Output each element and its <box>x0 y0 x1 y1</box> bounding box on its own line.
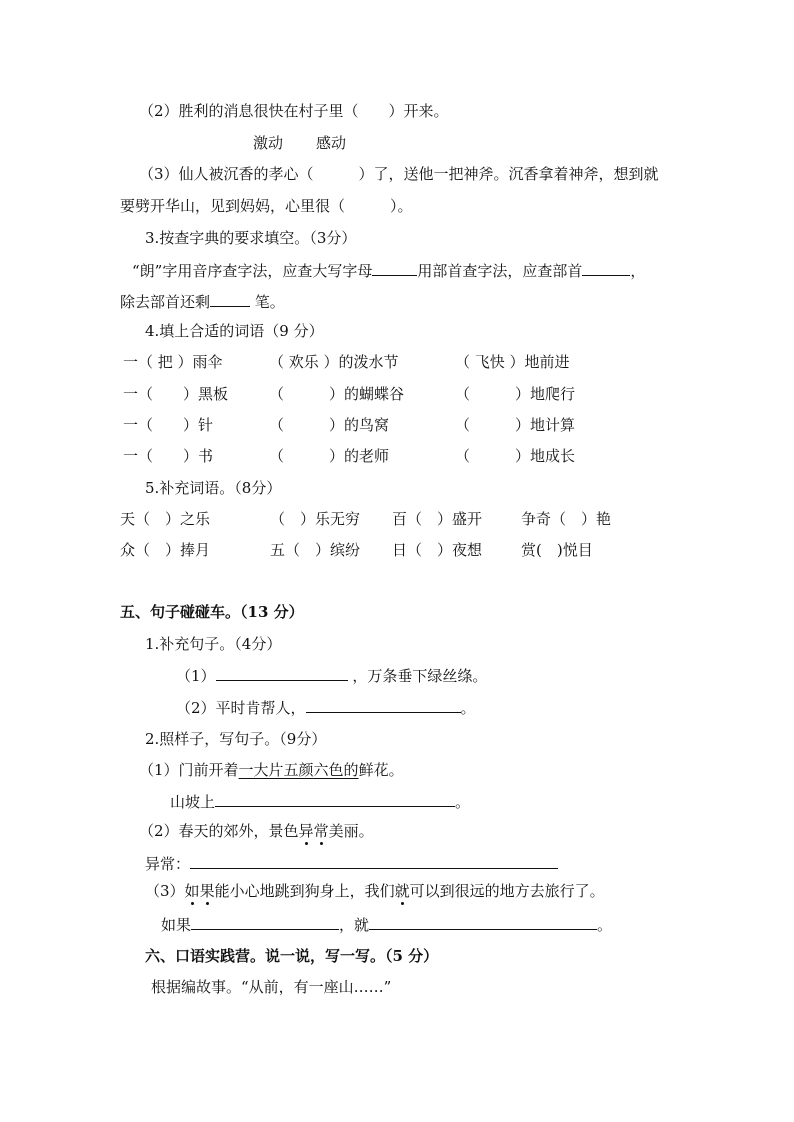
q5-r1-c4: 争奇（ ）艳 <box>521 510 612 528</box>
q3-line1 <box>132 260 645 281</box>
q4-c3-r3: （ ）地计算 <box>455 416 576 434</box>
s5-1-2 <box>176 697 476 718</box>
s5-2-1-d: 。 <box>455 793 471 811</box>
q2-3-line2: 要劈开华山，见到妈妈，心里很（ ）。 <box>120 197 413 215</box>
q3-line1-c: ， <box>630 262 646 280</box>
s5-2-3-blank1[interactable] <box>191 914 339 930</box>
q4-c2-r3: （ ）的鸟窝 <box>269 416 390 434</box>
s5-2-title: 2.照样子，写句子。（9分） <box>145 730 327 748</box>
q3-title: 3.按查字典的要求填空。（3分） <box>145 229 357 247</box>
q3-line1-a: “朗”字用音序查字法，应查大写字母 <box>132 262 373 280</box>
s5-2-3-g: 。 <box>597 916 613 934</box>
q3-blank-strokes[interactable] <box>210 291 250 307</box>
s5-2-1-underlined: 一大片五颜六色的 <box>238 761 359 779</box>
s5-2-1 <box>139 760 404 780</box>
q3-blank-radical[interactable] <box>582 260 630 276</box>
s5-1-2-a: （2）平时肯帮人， <box>176 699 306 717</box>
q4-c1-r1: 一（ 把 ）雨伞 <box>123 353 223 371</box>
q4-c2-r1: （ 欢乐 ）的泼水节 <box>269 353 399 371</box>
q4-c2-r4: （ ）的老师 <box>269 447 390 465</box>
choice-word-2: 感动 <box>316 134 347 152</box>
s5-2-3-f: ，就 <box>339 916 370 934</box>
q3-line2 <box>120 291 285 312</box>
s5-2-1-answer <box>170 791 470 812</box>
s5-2-2-dot2: 常 <box>313 822 329 840</box>
s5-1-title: 1.补充句子。（4分） <box>145 635 282 653</box>
s5-2-2-a: （2）春天的郊外，景色 <box>139 822 299 840</box>
q3-line1-b: 用部首查字法，应查部首 <box>417 262 583 280</box>
s5-1-2-b: 。 <box>460 699 476 717</box>
s5-2-3-e: 如果 <box>161 916 192 934</box>
q4-c1-r3: 一（ ）针 <box>123 416 214 434</box>
section-6-prompt: 根据编故事。“从前，有一座山……” <box>151 978 392 996</box>
q2-2-text: （2）胜利的消息很快在村子里（ ）开来。 <box>139 102 449 120</box>
s5-1-1-a: （1） <box>176 667 216 685</box>
q3-line2-a: 除去部首还剩 <box>120 293 211 311</box>
q5-r1-c3: 百（ ）盛开 <box>392 510 483 528</box>
s5-2-3-blank2[interactable] <box>369 914 597 930</box>
q4-c3-r1: （ 飞快 ）地前进 <box>455 353 570 371</box>
s5-2-1-b: 鲜花。 <box>358 761 404 779</box>
s5-2-2-b: 美丽。 <box>328 822 374 840</box>
s5-2-1-blank[interactable] <box>215 791 455 807</box>
q4-c1-r2: 一（ ）黑板 <box>123 385 229 403</box>
s5-2-1-c: 山坡上 <box>170 793 216 811</box>
choice-word-1: 激动 <box>253 134 284 152</box>
q4-title: 4.填上合适的词语（9 分） <box>145 322 324 340</box>
section-6-title: 六、口语实践营。说一说，写一写。（5 分） <box>145 947 439 965</box>
s5-1-1-blank[interactable] <box>216 665 348 681</box>
s5-2-2-blank[interactable] <box>190 853 558 869</box>
q5-title: 5.补充词语。（8分） <box>145 479 282 497</box>
q4-c3-r4: （ ）地成长 <box>455 447 576 465</box>
s5-1-1 <box>176 665 487 686</box>
q5-r1-c1: 天（ ）之乐 <box>120 510 211 528</box>
s5-1-2-blank[interactable] <box>306 697 461 713</box>
s5-2-3-dot2: 果 <box>199 882 215 900</box>
s5-2-1-a: （1）门前开着 <box>139 761 239 779</box>
s5-2-3-a: （3） <box>145 882 185 900</box>
q4-c1-r4: 一（ ）书 <box>123 447 214 465</box>
s5-2-2-dot1: 异 <box>298 822 314 840</box>
s5-2-3-dot1: 如 <box>184 882 200 900</box>
q5-r2-c3: 日（ ）夜想 <box>392 541 483 559</box>
s5-2-3-b: 能小心地跳到狗身上，我们 <box>214 882 395 900</box>
q4-c2-r2: （ ）的蝴蝶谷 <box>269 385 405 403</box>
s5-2-3-answer <box>161 914 612 935</box>
s5-2-3-dot3: 就 <box>394 882 410 900</box>
q3-blank-letter[interactable] <box>372 260 417 276</box>
section-5-title: 五、句子碰碰车。（13 分） <box>120 603 304 621</box>
q5-r2-c2: 五（ ）缤纷 <box>270 541 361 559</box>
q5-r2-c1: 众（ ）捧月 <box>120 541 211 559</box>
s5-2-2-answer <box>145 853 558 874</box>
s5-2-2 <box>139 821 374 841</box>
s5-2-3-c: 可以到很远的地方去旅行了。 <box>409 882 605 900</box>
q2-3-line1: （3）仙人被沉香的孝心（ ）了，送他一把神斧。沉香拿着神斧，想到就 <box>139 165 659 183</box>
q4-c3-r2: （ ）地爬行 <box>455 385 576 403</box>
s5-2-3 <box>145 881 605 901</box>
q5-r1-c2: （ ）乐无穷 <box>270 510 361 528</box>
s5-1-1-b: ，万条垂下绿丝绦。 <box>352 667 488 685</box>
q5-r2-c4: 赏( )悦目 <box>521 541 593 559</box>
q3-line2-b: 笔。 <box>254 293 285 311</box>
s5-2-2-c: 异常： <box>145 855 191 873</box>
